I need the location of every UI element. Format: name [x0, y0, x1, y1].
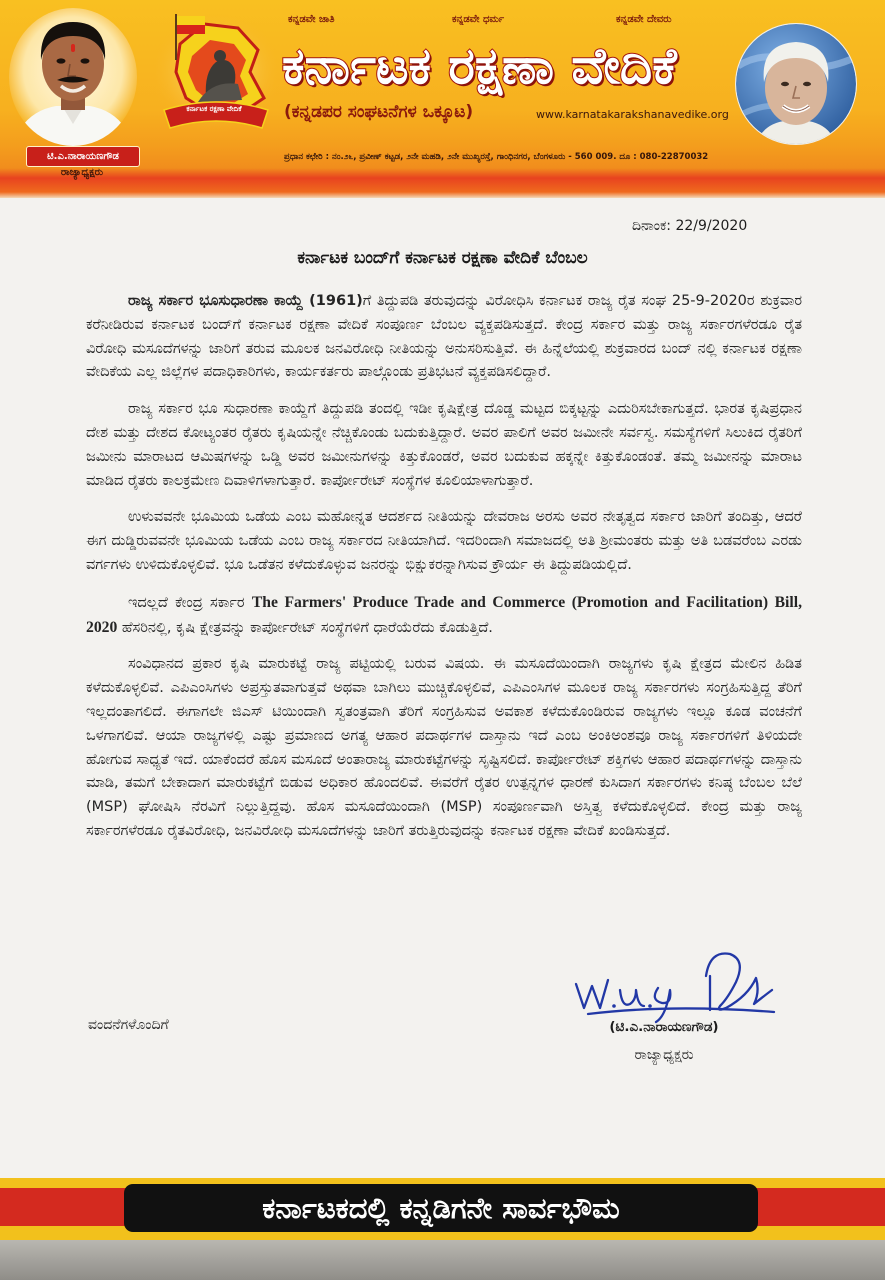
paragraph-1-text: ಗೆ ತಿದ್ದುಪಡಿ ತರುವುದನ್ನು ವಿರೋಧಿಸಿ ಕರ್ನಾಟಕ ರಾಜ್ಯ ರೈತ ಸಂಘ 25-9-2020ರ ಶುಕ್ರವಾರ ಕರೆನೀಡಿರುವ ಕರ್ನಾಟಕ ಬಂದ್‌ಗೆ ಕರ್ನಾಟಕ ರಕ್ಷಣಾ ವೇದಿಕೆ ಸಂಪೂರ್ಣ ಬೆಂಬಲ ವ್ಯಕ್ತಪಡಿಸುತ್ತದೆ. ಕೇಂದ್ರ ಸರ್ಕಾರ ಮತ್ತು ರಾಜ್ಯ ಸರ್ಕಾರಗಳೆರಡೂ ರೈತ ವಿರೋಧಿ ಮಸೂದೆಗಳನ್ನು ಜಾರಿಗೆ ತರುವ ಮೂಲಕ ಜನವಿರೋಧಿ ನೀತಿಯನ್ನು ಅನುಸರಿಸುತ್ತಿವೆ. ಈ ಹಿನ್ನೆಲೆಯಲ್ಲಿ ಶುಕ್ರವಾರದ ಬಂದ್ ನಲ್ಲಿ ಕರ್ನಾಟಕ ರಕ್ಷಣಾ ವೇದಿಕೆಯ ಎಲ್ಲ ಜಿಲ್ಲೆಗಳ ಪದಾಧಿಕಾರಿಗಳು, ಕಾರ್ಯಕರ್ತರು ಪಾಲ್ಗೊಂಡು ಪ್ರತಿಭಟನೆ ವ್ಯಕ್ತಪಡಿಸಲಿದ್ದಾರೆ.	[86, 293, 802, 381]
emblem-ribbon-text: ಕರ್ನಾಟಕ ರಕ್ಷಣಾ ವೇದಿಕೆ	[186, 105, 242, 113]
handwritten-signature	[560, 946, 782, 1028]
paragraph-1	[86, 290, 802, 385]
motto-right: ಕನ್ನಡವೇ ದೇವರು	[616, 14, 672, 25]
paragraph-5: ಸಂವಿಧಾನದ ಪ್ರಕಾರ ಕೃಷಿ ಮಾರುಕಟ್ಟೆ ರಾಜ್ಯ ಪಟ್ಟಿಯಲ್ಲಿ ಬರುವ ವಿಷಯ. ಈ ಮಸೂದೆಯಿಂದಾಗಿ ರಾಜ್ಯಗಳು ಕೃಷಿ ಕ್ಷೇತ್ರದ ಮೇಲಿನ ಹಿಡಿತ ಕಳೆದುಕೊಳ್ಳಲಿವೆ. ಎಪಿಎಂಸಿಗಳು ಅಪ್ರಸ್ತುತವಾಗುತ್ತವೆ ಅಥವಾ ಬಾಗಿಲು ಮುಚ್ಚಿಕೊಳ್ಳಲಿವೆ, ಎಪಿಎಂಸಿಗಳ ಮೂಲಕ ರಾಜ್ಯ ಸರ್ಕಾರಗಳು ಸಂಗ್ರಹಿಸುತ್ತಿದ್ದ ತೆರಿಗೆ ಇಲ್ಲದಂತಾಗಲಿದೆ. ಈಗಾಗಲೇ ಜಿಎಸ್ ಟಿಯಿಂದಾಗಿ ಸ್ವತಂತ್ರವಾಗಿ ತೆರಿಗೆ ಸಂಗ್ರಹಿಸುವ ಅವಕಾಶ ಕಳೆದುಕೊಂಡಿರುವ ರಾಜ್ಯಗಳು ಇಲ್ಲೂ ಕೂಡ ವಂಚನೆಗೆ ಒಳಗಾಗಲಿವೆ. ಆಯಾ ರಾಜ್ಯಗಳಲ್ಲಿ ಎಷ್ಟು ಪ್ರಮಾಣದ ಅಗತ್ಯ ಆಹಾರ ಪದಾರ್ಥಗಳ ದಾಸ್ತಾನು ಇದೆ ಎಂಬ ಅಂಕಿಅಂಶವೂ ರಾಜ್ಯ ಸರ್ಕಾರಗಳಿಗೆ ತಿಳಿಯದೇ ಹೋಗುವ ಸಾಧ್ಯತೆ ಇದೆ. ಯಾಕೆಂದರೆ ಹೊಸ ಮಸೂದೆ ಅಂತಾರಾಜ್ಯ ಮಾರುಕಟ್ಟೆಗಳನ್ನು ಸೃಷ್ಟಿಸಲಿದೆ. ಕಾರ್ಪೋರೇಟ್ ಶಕ್ತಿಗಳು ಆಹಾರ ಪದಾರ್ಥಗಳನ್ನು ದಾಸ್ತಾನು ಮಾಡಿ, ತಮಗೆ ಬೇಕಾದಾಗ ಮಾರುಕಟ್ಟೆಗೆ ಬಿಡುವ ಅಧಿಕಾರ ಹೊಂದಲಿವೆ. ಈವರೆಗೆ ರೈತರ ಉತ್ಪನ್ನಗಳ ಧಾರಣೆ ಕುಸಿದಾಗ ಸರ್ಕಾರಗಳು ಕನಿಷ್ಠ ಬೆಂಬಲ ಬೆಲೆ (MSP) ಘೋಷಿಸಿ ನೆರವಿಗೆ ನಿಲ್ಲುತ್ತಿದ್ದವು. ಹೊಸ ಮಸೂದೆಯಿಂದಾಗಿ (MSP) ಸಂಪೂರ್ಣವಾಗಿ ಅಸ್ತಿತ್ವ ಕಳೆದುಕೊಳ್ಳಲಿದೆ. ಕೇಂದ್ರ ಮತ್ತು ರಾಜ್ಯ ಸರ್ಕಾರಗಳೆರಡೂ ರೈತವಿರೋಧಿ, ಜನವಿರೋಧಿ ಮಸೂದೆಗಳನ್ನು ಜಾರಿಗೆ ತರುತ್ತಿರುವುದನ್ನು ಕರ್ನಾಟಕ ರಕ್ಷಣಾ ವೇದಿಕೆ ಖಂಡಿಸುತ್ತದೆ.	[86, 656, 802, 839]
farmers-bill-title: The Farmers' Produce Trade and Commerce (Promotion and Facilitation) Bill, 2020	[86, 593, 802, 636]
letter-date: ದಿನಾಂಕ: 22/9/2020	[632, 218, 748, 234]
footer-slogan: ಕರ್ನಾಟಕದಲ್ಲಿ ಕನ್ನಡಿಗನೇ ಸಾರ್ವಭೌಮ	[124, 1184, 758, 1232]
paragraph-3: ಉಳುವವನೇ ಭೂಮಿಯ ಒಡೆಯ ಎಂಬ ಮಹೋನ್ನತ ಆದರ್ಶದ ನೀತಿಯನ್ನು ದೇವರಾಜ ಅರಸು ಅವರ ನೇತೃತ್ವದ ಸರ್ಕಾರ ಜಾರಿಗೆ ತಂದಿತ್ತು, ಆದರೆ ಈಗ ದುಡ್ಡಿರುವವನೇ ಭೂಮಿಯ ಒಡೆಯ ಎಂಬ ರಾಜ್ಯ ಸರ್ಕಾರದ ನೀತಿಯಾಗಿದೆ. ಇದರಿಂದಾಗಿ ಸಮಾಜದಲ್ಲಿ ಅತಿ ಶ್ರೀಮಂತರು ಮತ್ತು ಅತಿ ಬಡವರೆಂಬ ಎರಡು ವರ್ಗಗಳು ಉಳಿದುಕೊಳ್ಳಲಿವೆ. ಭೂ ಒಡೆತನ ಕಳೆದುಕೊಳ್ಳುವ ಜನರನ್ನು ಭಿಕ್ಷುಕರನ್ನಾಗಿಸುವ ಕ್ರೌರ್ಯ ಈ ತಿದ್ದುಪಡಿಯಲ್ಲಿದೆ.	[86, 509, 802, 573]
paragraph-2: ರಾಜ್ಯ ಸರ್ಕಾರ ಭೂ ಸುಧಾರಣಾ ಕಾಯ್ದೆಗೆ ತಿದ್ದುಪಡಿ ತಂದಲ್ಲಿ ಇಡೀ ಕೃಷಿಕ್ಷೇತ್ರ ದೊಡ್ಡ ಮಟ್ಟದ ಬಿಕ್ಕಟ್ಟನ್ನು ಎದುರಿಸಬೇಕಾಗುತ್ತದೆ. ಭಾರತ ಕೃಷಿಪ್ರಧಾನ ದೇಶ ಮತ್ತು ದೇಶದ ಕೋಟ್ಯಂತರ ರೈತರು ಕೃಷಿಯನ್ನೇ ನೆಚ್ಚಿಕೊಂಡು ಬದುಕುತ್ತಿದ್ದಾರೆ. ಅವರ ಪಾಲಿಗೆ ಅವರ ಜಮೀನೇ ಸರ್ವಸ್ವ. ಸಮಸ್ಯೆಗಳಿಗೆ ಸಿಲುಕಿದ ರೈತರಿಗೆ ಜಮೀನು ಮಾರಾಟದ ಆಮಿಷಗಳನ್ನು ಒಡ್ಡಿ ಅವರ ಜಮೀನುಗಳನ್ನು ಕಿತ್ತುಕೊಂಡರೆ, ಅವರ ಬದುಕುವ ಹಕ್ಕನ್ನೇ ಕಿತ್ತುಕೊಂಡಂತೆ. ತಮ್ಮ ಜಮೀನನ್ನು ಮಾರಾಟ ಮಾಡಿದ ರೈತರು ಕಾಲಕ್ರಮೇಣ ದಿವಾಳಿಗಳಾಗುತ್ತಾರೆ. ಕಾರ್ಪೋರೇಟ್ ಸಂಸ್ಥೆಗಳ ಕೂಲಿಯಾಳಾಗುತ್ತಾರೆ.	[86, 401, 802, 489]
karnataka-map-emblem-logo	[146, 10, 282, 138]
signatory-name: (ಟಿ.ಎ.ನಾರಾಯಣಗೌಡ)	[609, 1019, 719, 1035]
organization-title: ಕರ್ನಾಟಕ ರಕ್ಷಣಾ ವೇದಿಕೆ	[282, 37, 677, 95]
president-title-caption: ರಾಜ್ಯಾಧ್ಯಕ್ಷರು	[60, 167, 104, 178]
letter-body	[86, 290, 802, 958]
paragraph-4	[86, 591, 802, 641]
letter-heading: ಕರ್ನಾಟಕ ಬಂದ್‌ಗೆ ಕರ್ನಾಟಕ ರಕ್ಷಣಾ ವೇದಿಕೆ ಬೆಂಬಲ	[297, 248, 588, 268]
organization-subtitle: (ಕನ್ನಡಪರ ಸಂಘಟನೆಗಳ ಒಕ್ಕೂಟ)	[284, 102, 474, 122]
president-name-caption: ಟಿ.ಎ.ನಾರಾಯಣಗೌಡ	[26, 146, 140, 167]
background-surface	[0, 1240, 885, 1280]
signatory-title: ರಾಜ್ಯಾಧ್ಯಕ್ಷರು	[634, 1047, 694, 1063]
president-portrait-photo	[6, 6, 140, 148]
letter-closing: ವಂದನೆಗಳೊಂದಿಗೆ	[88, 1017, 169, 1033]
founder-portrait-photo	[734, 22, 858, 146]
motto-center: ಕನ್ನಡವೇ ಧರ್ಮ	[452, 14, 505, 25]
motto-left: ಕನ್ನಡವೇ ಜಾತಿ	[288, 14, 335, 25]
land-reform-act-reference: ರಾಜ್ಯ ಸರ್ಕಾರ ಭೂಸುಧಾರಣಾ ಕಾಯ್ದೆ (1961)	[128, 293, 363, 309]
paragraph-4-prefix: ಇದಲ್ಲದೆ ಕೇಂದ್ರ ಸರ್ಕಾರ	[128, 594, 252, 611]
paragraph-4-suffix: ಹೆಸರಿನಲ್ಲಿ, ಕೃಷಿ ಕ್ಷೇತ್ರವನ್ನು ಕಾರ್ಪೋರೇಟ್ ಸಂಸ್ಥೆಗಳಿಗೆ ಧಾರೆಯೆರೆದು ಕೊಡುತ್ತಿದೆ.	[117, 619, 493, 636]
office-address: ಪ್ರಧಾನ ಕಛೇರಿ : ನಂ.೨೬, ಪ್ರವೀಣ್ ಕಟ್ಟಡ, ೨ನೇ ಮಹಡಿ, ೨ನೇ ಮುಖ್ಯರಸ್ತೆ, ಗಾಂಧಿನಗರ, ಬೆಂಗಳೂರು - 560 009. ದೂ : 080-22870032	[284, 152, 709, 162]
website-text: www.karnatakarakshanavedike.org	[536, 108, 729, 121]
